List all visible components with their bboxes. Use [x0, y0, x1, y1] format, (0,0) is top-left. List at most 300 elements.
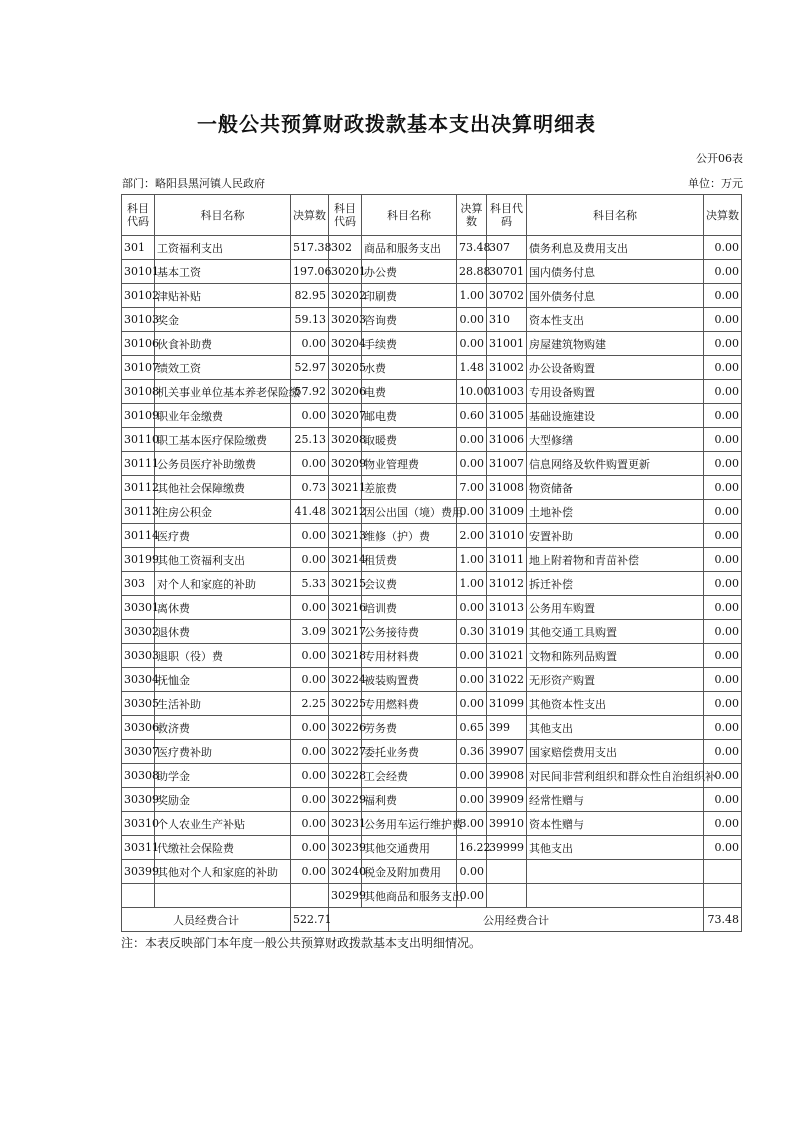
code-cell: 30240	[329, 860, 362, 884]
code-cell: 39907	[487, 740, 527, 764]
amount-cell: 0.00	[291, 644, 329, 668]
name-cell: 物业管理费	[362, 452, 457, 476]
code-cell: 30217	[329, 620, 362, 644]
name-cell: 资本性支出	[527, 308, 704, 332]
code-cell: 30701	[487, 260, 527, 284]
table-row	[122, 452, 742, 476]
amount-cell: 0.00	[291, 596, 329, 620]
name-cell: 绩效工资	[155, 356, 291, 380]
name-cell: 其他商品和服务支出	[362, 884, 457, 908]
code-cell: 31021	[487, 644, 527, 668]
table-row	[122, 428, 742, 452]
code-cell: 30231	[329, 812, 362, 836]
name-cell: 办公费	[362, 260, 457, 284]
amount-cell: 25.13	[291, 428, 329, 452]
amount-cell: 197.06	[291, 260, 329, 284]
code-cell: 30226	[329, 716, 362, 740]
code-cell: 310	[487, 308, 527, 332]
amount-cell: 1.00	[457, 572, 487, 596]
amount-cell: 0.00	[704, 548, 742, 572]
amount-cell: 0.00	[704, 620, 742, 644]
name-cell: 专用燃料费	[362, 692, 457, 716]
code-cell: 30301	[122, 596, 155, 620]
amount-cell: 28.88	[457, 260, 487, 284]
name-cell: 退休费	[155, 620, 291, 644]
code-cell	[487, 884, 527, 908]
amount-cell: 0.00	[457, 788, 487, 812]
code-cell: 30113	[122, 500, 155, 524]
amount-cell: 1.48	[457, 356, 487, 380]
name-cell: 差旅费	[362, 476, 457, 500]
name-cell: 伙食补助费	[155, 332, 291, 356]
totals-row	[122, 908, 742, 932]
table-row	[122, 476, 742, 500]
name-cell: 职业年金缴费	[155, 404, 291, 428]
code-cell: 31003	[487, 380, 527, 404]
name-cell: 其他工资福利支出	[155, 548, 291, 572]
name-cell: 其他资本性支出	[527, 692, 704, 716]
amount-cell: 1.00	[457, 284, 487, 308]
amount-cell: 0.00	[457, 500, 487, 524]
name-cell: 离休费	[155, 596, 291, 620]
code-cell: 307	[487, 236, 527, 260]
amount-cell: 0.00	[704, 764, 742, 788]
code-cell: 30308	[122, 764, 155, 788]
amount-cell: 0.00	[291, 548, 329, 572]
amount-cell: 2.25	[291, 692, 329, 716]
amount-cell	[704, 884, 742, 908]
name-cell: 税金及附加费用	[362, 860, 457, 884]
table-row	[122, 404, 742, 428]
code-cell: 30702	[487, 284, 527, 308]
code-cell	[487, 860, 527, 884]
amount-cell: 57.92	[291, 380, 329, 404]
table-row	[122, 284, 742, 308]
amount-cell: 0.00	[457, 596, 487, 620]
code-cell: 30228	[329, 764, 362, 788]
amount-cell: 0.00	[704, 668, 742, 692]
code-cell: 31019	[487, 620, 527, 644]
amount-cell: 517.38	[291, 236, 329, 260]
code-cell: 30306	[122, 716, 155, 740]
name-cell: 其他交通工具购置	[527, 620, 704, 644]
name-cell: 奖励金	[155, 788, 291, 812]
amount-cell: 0.00	[704, 308, 742, 332]
name-cell: 无形资产购置	[527, 668, 704, 692]
name-cell: 咨询费	[362, 308, 457, 332]
amount-cell: 52.97	[291, 356, 329, 380]
code-cell: 30309	[122, 788, 155, 812]
amount-cell: 0.00	[457, 308, 487, 332]
amount-cell: 0.00	[704, 788, 742, 812]
amount-cell: 0.00	[291, 764, 329, 788]
name-cell: 医疗费	[155, 524, 291, 548]
code-cell: 30225	[329, 692, 362, 716]
amount-cell: 1.00	[457, 548, 487, 572]
header-code-2: 科目代码	[329, 195, 362, 236]
amount-cell: 0.00	[704, 500, 742, 524]
amount-cell: 0.00	[291, 404, 329, 428]
code-cell: 30307	[122, 740, 155, 764]
amount-cell: 0.00	[704, 404, 742, 428]
amount-cell: 0.00	[291, 668, 329, 692]
name-cell: 其他支出	[527, 836, 704, 860]
amount-cell: 0.30	[457, 620, 487, 644]
personnel-total-label: 人员经费合计	[122, 908, 291, 932]
code-cell: 30109	[122, 404, 155, 428]
table-row	[122, 716, 742, 740]
department-label: 部门：略阳县黑河镇人民政府	[122, 177, 265, 190]
amount-cell: 0.36	[457, 740, 487, 764]
amount-cell: 73.48	[457, 236, 487, 260]
name-cell: 安置补助	[527, 524, 704, 548]
name-cell: 机关事业单位基本养老保险缴	[155, 380, 291, 404]
name-cell: 大型修缮	[527, 428, 704, 452]
amount-cell: 0.00	[704, 452, 742, 476]
table-row	[122, 260, 742, 284]
amount-cell: 82.95	[291, 284, 329, 308]
code-cell: 30207	[329, 404, 362, 428]
amount-cell: 0.00	[457, 692, 487, 716]
header-name-2: 科目名称	[362, 195, 457, 236]
name-cell: 会议费	[362, 572, 457, 596]
table-row	[122, 836, 742, 860]
table-row	[122, 596, 742, 620]
amount-cell: 0.00	[291, 740, 329, 764]
code-cell: 30211	[329, 476, 362, 500]
code-cell: 30227	[329, 740, 362, 764]
amount-cell: 0.65	[457, 716, 487, 740]
code-cell: 30214	[329, 548, 362, 572]
amount-cell: 0.00	[704, 740, 742, 764]
name-cell: 文物和陈列品购置	[527, 644, 704, 668]
amount-cell: 5.33	[291, 572, 329, 596]
amount-cell: 3.00	[457, 812, 487, 836]
table-row	[122, 572, 742, 596]
amount-cell: 0.00	[457, 452, 487, 476]
code-cell: 30299	[329, 884, 362, 908]
name-cell: 经常性赠与	[527, 788, 704, 812]
name-cell: 奖金	[155, 308, 291, 332]
name-cell: 对民间非营利组织和群众性自治组织补	[527, 764, 704, 788]
code-cell: 303	[122, 572, 155, 596]
amount-cell: 0.00	[704, 380, 742, 404]
name-cell: 委托业务费	[362, 740, 457, 764]
name-cell: 办公设备购置	[527, 356, 704, 380]
name-cell: 培训费	[362, 596, 457, 620]
amount-cell: 0.00	[704, 524, 742, 548]
table-row	[122, 620, 742, 644]
name-cell: 福利费	[362, 788, 457, 812]
name-cell	[155, 884, 291, 908]
amount-cell: 0.00	[704, 356, 742, 380]
amount-cell: 0.00	[457, 764, 487, 788]
table-row	[122, 308, 742, 332]
amount-cell: 0.60	[457, 404, 487, 428]
amount-cell: 0.00	[704, 596, 742, 620]
page-title: 一般公共预算财政拨款基本支出决算明细表	[197, 112, 596, 136]
name-cell: 专用设备购置	[527, 380, 704, 404]
code-cell: 30304	[122, 668, 155, 692]
personnel-total-value: 522.71	[291, 908, 329, 932]
public-total-value: 73.48	[704, 908, 742, 932]
amount-cell: 59.13	[291, 308, 329, 332]
public-total-label: 公用经费合计	[329, 908, 704, 932]
code-cell: 30310	[122, 812, 155, 836]
amount-cell: 0.00	[704, 428, 742, 452]
code-cell: 30224	[329, 668, 362, 692]
amount-cell: 0.00	[291, 860, 329, 884]
amount-cell: 0.00	[457, 332, 487, 356]
name-cell: 专用材料费	[362, 644, 457, 668]
amount-cell: 2.00	[457, 524, 487, 548]
name-cell: 租赁费	[362, 548, 457, 572]
code-cell: 31007	[487, 452, 527, 476]
header-amount-1: 决算数	[291, 195, 329, 236]
expense-table	[121, 194, 742, 932]
table-row	[122, 740, 742, 764]
name-cell: 公务用车购置	[527, 596, 704, 620]
name-cell: 助学金	[155, 764, 291, 788]
name-cell: 劳务费	[362, 716, 457, 740]
code-cell: 31022	[487, 668, 527, 692]
code-cell: 30103	[122, 308, 155, 332]
code-cell: 31009	[487, 500, 527, 524]
name-cell: 退职（役）费	[155, 644, 291, 668]
header-code-3: 科目代码	[487, 195, 527, 236]
code-cell: 30216	[329, 596, 362, 620]
amount-cell: 0.00	[704, 716, 742, 740]
amount-cell: 0.00	[704, 572, 742, 596]
amount-cell: 0.00	[704, 644, 742, 668]
code-cell: 30229	[329, 788, 362, 812]
table-row	[122, 548, 742, 572]
amount-cell	[704, 860, 742, 884]
amount-cell: 0.00	[704, 836, 742, 860]
code-cell: 39999	[487, 836, 527, 860]
form-code: 公开06表	[696, 152, 743, 165]
code-cell: 30199	[122, 548, 155, 572]
name-cell: 公务员医疗补助缴费	[155, 452, 291, 476]
table-row	[122, 500, 742, 524]
table-row	[122, 380, 742, 404]
name-cell: 国家赔偿费用支出	[527, 740, 704, 764]
header-amount-2: 决算数	[457, 195, 487, 236]
amount-cell	[291, 884, 329, 908]
name-cell: 资本性赠与	[527, 812, 704, 836]
code-cell: 31001	[487, 332, 527, 356]
table-row	[122, 524, 742, 548]
name-cell: 生活补助	[155, 692, 291, 716]
code-cell: 30205	[329, 356, 362, 380]
name-cell: 商品和服务支出	[362, 236, 457, 260]
code-cell: 30101	[122, 260, 155, 284]
amount-cell: 0.00	[704, 260, 742, 284]
code-cell: 39909	[487, 788, 527, 812]
amount-cell: 0.00	[291, 332, 329, 356]
code-cell: 30106	[122, 332, 155, 356]
code-cell: 30303	[122, 644, 155, 668]
code-cell: 30311	[122, 836, 155, 860]
name-cell: 水费	[362, 356, 457, 380]
code-cell: 30102	[122, 284, 155, 308]
name-cell: 代缴社会保险费	[155, 836, 291, 860]
code-cell: 30107	[122, 356, 155, 380]
amount-cell: 0.00	[457, 644, 487, 668]
code-cell: 30108	[122, 380, 155, 404]
name-cell: 信息网络及软件购置更新	[527, 452, 704, 476]
footnote: 注：本表反映部门本年度一般公共预算财政拨款基本支出明细情况。	[121, 936, 482, 950]
table-row	[122, 236, 742, 260]
table-header-row	[122, 195, 742, 236]
code-cell: 30212	[329, 500, 362, 524]
amount-cell: 0.00	[457, 860, 487, 884]
code-cell: 30201	[329, 260, 362, 284]
name-cell: 个人农业生产补贴	[155, 812, 291, 836]
table-row	[122, 764, 742, 788]
name-cell: 手续费	[362, 332, 457, 356]
code-cell: 31006	[487, 428, 527, 452]
name-cell: 其他社会保障缴费	[155, 476, 291, 500]
code-cell: 31005	[487, 404, 527, 428]
table-row	[122, 860, 742, 884]
code-cell: 30112	[122, 476, 155, 500]
code-cell: 39910	[487, 812, 527, 836]
code-cell: 30305	[122, 692, 155, 716]
name-cell: 公务用车运行维护费	[362, 812, 457, 836]
name-cell: 抚恤金	[155, 668, 291, 692]
name-cell: 对个人和家庭的补助	[155, 572, 291, 596]
table-body	[122, 236, 742, 908]
amount-cell: 3.09	[291, 620, 329, 644]
amount-cell: 0.00	[291, 716, 329, 740]
code-cell: 30302	[122, 620, 155, 644]
table-row	[122, 332, 742, 356]
name-cell: 公务接待费	[362, 620, 457, 644]
header-name-3: 科目名称	[527, 195, 704, 236]
code-cell: 30203	[329, 308, 362, 332]
code-cell: 30399	[122, 860, 155, 884]
amount-cell: 7.00	[457, 476, 487, 500]
code-cell: 30114	[122, 524, 155, 548]
code-cell: 30206	[329, 380, 362, 404]
header-name-1: 科目名称	[155, 195, 291, 236]
code-cell: 302	[329, 236, 362, 260]
amount-cell: 0.00	[704, 812, 742, 836]
name-cell: 维修（护）费	[362, 524, 457, 548]
code-cell: 30209	[329, 452, 362, 476]
code-cell: 30208	[329, 428, 362, 452]
code-cell: 30239	[329, 836, 362, 860]
amount-cell: 16.22	[457, 836, 487, 860]
code-cell: 31008	[487, 476, 527, 500]
name-cell: 津贴补贴	[155, 284, 291, 308]
code-cell: 399	[487, 716, 527, 740]
header-code-1: 科目代码	[122, 195, 155, 236]
code-cell: 30215	[329, 572, 362, 596]
name-cell: 拆迁补偿	[527, 572, 704, 596]
name-cell: 物资储备	[527, 476, 704, 500]
name-cell: 其他对个人和家庭的补助	[155, 860, 291, 884]
code-cell: 30204	[329, 332, 362, 356]
code-cell: 31099	[487, 692, 527, 716]
code-cell: 31010	[487, 524, 527, 548]
name-cell: 救济费	[155, 716, 291, 740]
amount-cell: 41.48	[291, 500, 329, 524]
amount-cell: 0.00	[704, 332, 742, 356]
code-cell: 30218	[329, 644, 362, 668]
table-row	[122, 884, 742, 908]
code-cell: 31011	[487, 548, 527, 572]
name-cell: 住房公积金	[155, 500, 291, 524]
code-cell: 301	[122, 236, 155, 260]
name-cell: 地上附着物和青苗补偿	[527, 548, 704, 572]
name-cell	[527, 860, 704, 884]
name-cell: 医疗费补助	[155, 740, 291, 764]
amount-cell: 0.00	[291, 836, 329, 860]
name-cell: 房屋建筑物购建	[527, 332, 704, 356]
name-cell: 职工基本医疗保险缴费	[155, 428, 291, 452]
amount-cell: 0.00	[291, 524, 329, 548]
code-cell: 30213	[329, 524, 362, 548]
table-row	[122, 812, 742, 836]
unit-label: 单位：万元	[688, 177, 743, 190]
table-row	[122, 668, 742, 692]
code-cell: 31002	[487, 356, 527, 380]
name-cell: 其他支出	[527, 716, 704, 740]
header-amount-3: 决算数	[704, 195, 742, 236]
name-cell: 工资福利支出	[155, 236, 291, 260]
name-cell: 基本工资	[155, 260, 291, 284]
name-cell: 邮电费	[362, 404, 457, 428]
code-cell	[122, 884, 155, 908]
table-row	[122, 644, 742, 668]
name-cell: 国外债务付息	[527, 284, 704, 308]
amount-cell: 0.00	[457, 428, 487, 452]
name-cell: 国内债务付息	[527, 260, 704, 284]
amount-cell: 0.00	[291, 812, 329, 836]
table-row	[122, 692, 742, 716]
amount-cell: 0.00	[704, 476, 742, 500]
code-cell: 39908	[487, 764, 527, 788]
name-cell: 取暖费	[362, 428, 457, 452]
amount-cell: 0.73	[291, 476, 329, 500]
amount-cell: 0.00	[457, 884, 487, 908]
amount-cell: 0.00	[704, 284, 742, 308]
table-row	[122, 788, 742, 812]
amount-cell: 0.00	[457, 668, 487, 692]
name-cell: 其他交通费用	[362, 836, 457, 860]
name-cell: 土地补偿	[527, 500, 704, 524]
code-cell: 30111	[122, 452, 155, 476]
name-cell	[527, 884, 704, 908]
name-cell: 基础设施建设	[527, 404, 704, 428]
amount-cell: 0.00	[291, 788, 329, 812]
code-cell: 31013	[487, 596, 527, 620]
code-cell: 30202	[329, 284, 362, 308]
amount-cell: 10.00	[457, 380, 487, 404]
amount-cell: 0.00	[704, 236, 742, 260]
name-cell: 因公出国（境）费用	[362, 500, 457, 524]
name-cell: 工会经费	[362, 764, 457, 788]
amount-cell: 0.00	[704, 692, 742, 716]
amount-cell: 0.00	[291, 452, 329, 476]
name-cell: 印刷费	[362, 284, 457, 308]
name-cell: 债务利息及费用支出	[527, 236, 704, 260]
name-cell: 被装购置费	[362, 668, 457, 692]
code-cell: 30110	[122, 428, 155, 452]
table-row	[122, 356, 742, 380]
